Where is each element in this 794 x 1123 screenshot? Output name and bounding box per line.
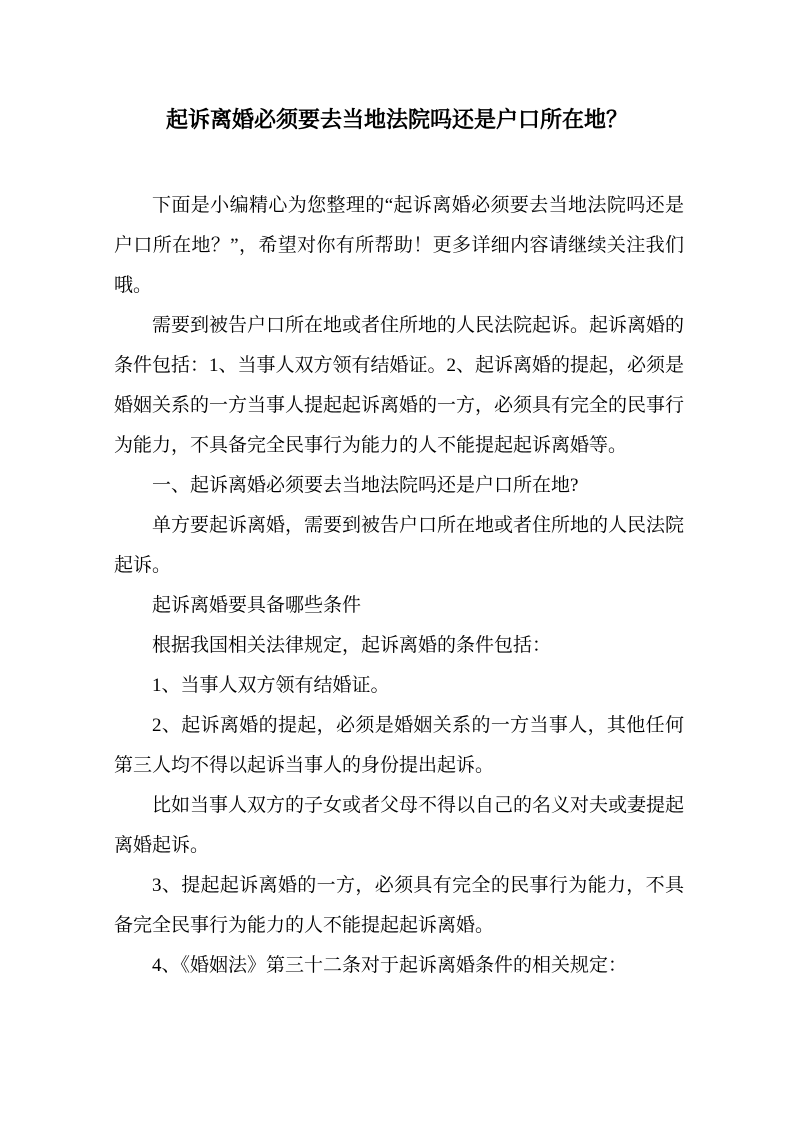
document-title: 起诉离婚必须要去当地法院吗还是户口所在地？ bbox=[165, 107, 628, 132]
paragraph-heading-1: 一、起诉离婚必须要去当地法院吗还是户口所在地? bbox=[152, 475, 579, 496]
paragraph-answer: 需要到被告户口所在地或者住所地的人民法院起诉。起诉离婚的条件包括：1、当事人双方领有结婚证。2、起诉离婚的提起，必须是婚姻关系的一方当事人提起起诉离婚的一方，必须具有完全的民事行为能力，不具备完全民事行为能力的人不能提起起诉离婚等。 bbox=[114, 315, 685, 456]
paragraph-condition-1: 1、当事人双方领有结婚证。 bbox=[152, 675, 390, 696]
paragraph-intro: 下面是小编精心为您整理的“起诉离婚必须要去当地法院吗还是户口所在地？”，希望对你有所帮助！更多详细内容请继续关注我们哦。 bbox=[114, 195, 684, 296]
paragraph-single-filing: 单方要起诉离婚，需要到被告户口所在地或者住所地的人民法院起诉。 bbox=[114, 515, 685, 576]
paragraph-condition-4: 4、《婚姻法》第三十二条对于起诉离婚条件的相关规定： bbox=[152, 955, 628, 976]
paragraph-conditions-heading: 起诉离婚要具备哪些条件 bbox=[152, 595, 362, 616]
paragraph-example: 比如当事人双方的子女或者父母不得以自己的名义对夫或妻提起离婚起诉。 bbox=[114, 795, 685, 856]
paragraph-law-basis: 根据我国相关法律规定，起诉离婚的条件包括： bbox=[152, 635, 552, 656]
document-body bbox=[114, 186, 684, 986]
paragraph-condition-3: 3、提起起诉离婚的一方，必须具有完全的民事行为能力，不具备完全民事行为能力的人不能提起起诉离婚。 bbox=[114, 875, 684, 936]
paragraph-condition-2: 2、起诉离婚的提起，必须是婚姻关系的一方当事人，其他任何第三人均不得以起诉当事人的身份提出起诉。 bbox=[114, 715, 684, 776]
